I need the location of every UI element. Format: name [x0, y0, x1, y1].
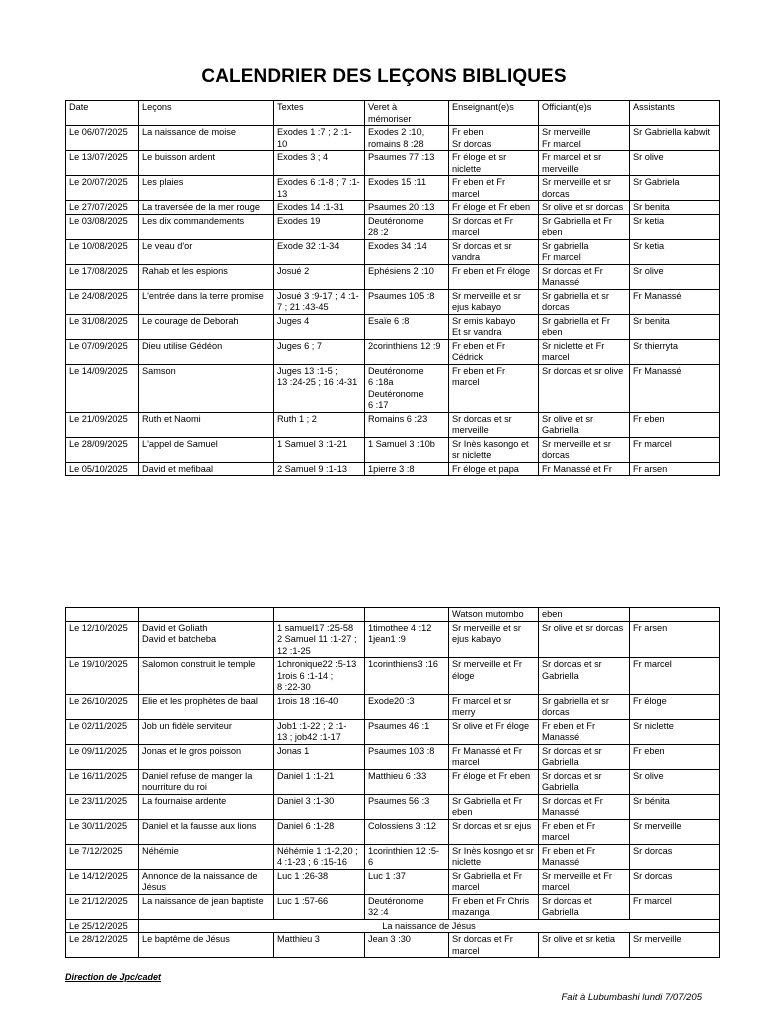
table-cell: Fr marcel et sr merry	[449, 694, 539, 719]
table-cell: 1 Samuel 3 :10b	[365, 437, 449, 462]
table-cell: Le 09/11/2025	[66, 744, 139, 769]
table-cell: 1corinthien 12 :5- 6	[365, 844, 449, 869]
table-cell: Job1 :1-22 ; 2 :1- 13 ; job42 :1-17	[274, 719, 365, 744]
table-cell: Sr olive et sr dorcas	[539, 621, 630, 658]
table-cell: Ruth et Naomi	[139, 412, 274, 437]
table-cell: Exodes 1 :7 ; 2 :1- 10	[274, 126, 365, 151]
table-cell: Sr gabriella Fr marcel	[539, 239, 630, 264]
table-cell: Sr niclette et Fr marcel	[539, 339, 630, 364]
table-cell: Sr dorcas et Fr marcel	[449, 214, 539, 239]
table-cell: 1 Samuel 3 :1-21	[274, 437, 365, 462]
table-cell: Sr merveille et sr dorcas	[539, 176, 630, 201]
table-cell: Le 21/12/2025	[66, 894, 139, 919]
table-cell: Sr olive	[630, 264, 720, 289]
table-cell: Le 30/11/2025	[66, 819, 139, 844]
table-cell: Sr thierryta	[630, 339, 720, 364]
table-row	[66, 412, 720, 437]
table-cell: 1timothee 4 :12 1jean1 :9	[365, 621, 449, 658]
table-cell: Le 16/11/2025	[66, 769, 139, 794]
table-row	[66, 176, 720, 201]
table-cell: Fr eben et Fr Chris mazanga	[449, 894, 539, 919]
table-cell: Le 25/12/2025	[66, 919, 139, 933]
table-cell: Sr olive et sr ketia	[539, 933, 630, 958]
lessons-table-page-2	[65, 607, 720, 958]
table-cell: La naissance de moise	[139, 126, 274, 151]
table-cell: Sr Inès kosngo et sr niclette	[449, 844, 539, 869]
table-cell: Date	[66, 101, 139, 126]
table-cell: Psaumes 56 :3	[365, 794, 449, 819]
table-row	[66, 769, 720, 794]
table-cell: Exodes 34 :14	[365, 239, 449, 264]
table-cell: Leçons	[139, 101, 274, 126]
table-cell: Watson mutombo	[449, 608, 539, 622]
table-cell: Le 20/07/2025	[66, 176, 139, 201]
table-cell: Sr olive et Fr éloge	[449, 719, 539, 744]
table-cell: Le courage de Deborah	[139, 314, 274, 339]
table-cell: Sr dorcas et sr Gabriella	[539, 658, 630, 695]
table-cell: Fr éloge	[630, 694, 720, 719]
table-cell: Sr niclette	[630, 719, 720, 744]
table-cell: Fr éloge et sr niclette	[449, 151, 539, 176]
table-cell: Elie et les prophètes de baal	[139, 694, 274, 719]
table-cell: Matthieu 3	[274, 933, 365, 958]
table-row-special	[66, 919, 720, 933]
table-cell: Les plaies	[139, 176, 274, 201]
table-cell: Exodes 3 ; 4	[274, 151, 365, 176]
table-cell: Fr marcel	[630, 437, 720, 462]
table-cell: La traversée de la mer rouge	[139, 201, 274, 215]
table-cell: Daniel 6 :1-28	[274, 819, 365, 844]
table-cell: Sr merveille et Fr marcel	[539, 869, 630, 894]
table-cell: Néhémie	[139, 844, 274, 869]
table-cell: Ephésiens 2 :10	[365, 264, 449, 289]
table-cell: 1rois 18 :16-40	[274, 694, 365, 719]
table-cell: Sr dorcas et sr ejus	[449, 819, 539, 844]
table-row	[66, 339, 720, 364]
table-row	[66, 264, 720, 289]
table-row	[66, 437, 720, 462]
table-cell: Sr merveille	[630, 819, 720, 844]
table-cell: Le 28/12/2025	[66, 933, 139, 958]
table-row	[66, 201, 720, 215]
table-cell: Fr eben et Fr marcel	[539, 819, 630, 844]
table-cell: Job un fidèle serviteur	[139, 719, 274, 744]
table-cell: Sr dorcas et sr Gabriella	[539, 744, 630, 769]
table-cell: Fr eben et Fr marcel	[449, 364, 539, 412]
table-cell	[139, 608, 274, 622]
table-cell: Sr merveille et sr ejus kabayo	[449, 621, 539, 658]
table-cell: Josué 2	[274, 264, 365, 289]
table-cell: Fr Manassé	[630, 289, 720, 314]
page-title: CALENDRIER DES LEÇONS BIBLIQUES	[201, 66, 567, 87]
table-cell: Sr dorcas et sr olive	[539, 364, 630, 412]
table-cell: Psaumes 77 :13	[365, 151, 449, 176]
table-cell: 2 Samuel 9 :1-13	[274, 462, 365, 476]
table-cell: Le baptême de Jésus	[139, 933, 274, 958]
table-row	[66, 239, 720, 264]
table-row	[66, 462, 720, 476]
table-cell: Deutéronome 6 :18a Deutéronome 6 :17	[365, 364, 449, 412]
table-cell: Colossiens 3 :12	[365, 819, 449, 844]
table-cell: Psaumes 20 :13	[365, 201, 449, 215]
table-cell: Le 31/08/2025	[66, 314, 139, 339]
table-cell: Sr Gabriella et Fr eben	[449, 794, 539, 819]
table-cell: Jonas et le gros poisson	[139, 744, 274, 769]
table-cell: Sr gabriella et sr dorcas	[539, 289, 630, 314]
table-cell: Jean 3 :30	[365, 933, 449, 958]
table-cell	[365, 608, 449, 622]
table-cell: Sr benita	[630, 314, 720, 339]
table-cell: Le 10/08/2025	[66, 239, 139, 264]
table-row	[66, 844, 720, 869]
table-cell: Matthieu 6 :33	[365, 769, 449, 794]
footer-signature: Fait à Lubumbashi lundi 7/07/205	[561, 992, 702, 1003]
table-cell: David et Goliath David et batcheba	[139, 621, 274, 658]
table-cell: Le 02/11/2025	[66, 719, 139, 744]
table-cell: Daniel et la fausse aux lions	[139, 819, 274, 844]
table-cell: Le 06/07/2025	[66, 126, 139, 151]
table-cell: Le 26/10/2025	[66, 694, 139, 719]
table-cell: Jonas 1	[274, 744, 365, 769]
table-cell: Fr marcel	[630, 658, 720, 695]
table-cell: Sr Gabriella kabwit	[630, 126, 720, 151]
table-cell: eben	[539, 608, 630, 622]
table-cell: Le 13/07/2025	[66, 151, 139, 176]
table-cell: La fournaise ardente	[139, 794, 274, 819]
table-cell: Le veau d'or	[139, 239, 274, 264]
table-cell: Le 14/12/2025	[66, 869, 139, 894]
table-cell: Exodes 6 :1-8 ; 7 :1- 13	[274, 176, 365, 201]
table-cell: Exodes 19	[274, 214, 365, 239]
table-cell: Psaumes 46 :1	[365, 719, 449, 744]
table-cell: Fr eben Sr dorcas	[449, 126, 539, 151]
table-cell: Sr dorcas et Fr Manassé	[539, 794, 630, 819]
table-row	[66, 621, 720, 658]
table-row	[66, 364, 720, 412]
table-cell: Le 28/09/2025	[66, 437, 139, 462]
table-cell: Josué 3 :9-17 ; 4 :1- 7 ; 21 :43-45	[274, 289, 365, 314]
table-cell: L'appel de Samuel	[139, 437, 274, 462]
table-cell: Luc 1 :57-66	[274, 894, 365, 919]
table-cell: Néhémie 1 :1-2,20 ; 4 :1-23 ; 6 :15-16	[274, 844, 365, 869]
table-cell: Sr Inès kasongo et sr niclette	[449, 437, 539, 462]
table-cell: 2corinthiens 12 :9	[365, 339, 449, 364]
table-row	[66, 869, 720, 894]
table-cell: Salomon construit le temple	[139, 658, 274, 695]
table-cell: Fr eben et Fr Cédrick	[449, 339, 539, 364]
table-cell: Fr eben et Fr Manassé	[539, 719, 630, 744]
table-cell: Fr eben	[630, 412, 720, 437]
table-cell: Sr dorcas et sr Gabriella	[539, 769, 630, 794]
table-cell: Luc 1 :37	[365, 869, 449, 894]
table-row	[66, 744, 720, 769]
table-cell: Sr Gabriella et Fr eben	[539, 214, 630, 239]
table-cell: Veret à mémoriser	[365, 101, 449, 126]
table-cell: L'entrée dans la terre promise	[139, 289, 274, 314]
table-row	[66, 214, 720, 239]
table-cell: Exode 32 :1-34	[274, 239, 365, 264]
table-cell: Les dix commandements	[139, 214, 274, 239]
table-cell: Romains 6 :23	[365, 412, 449, 437]
table-cell: Rahab et les espions	[139, 264, 274, 289]
table-cell: Sr olive	[630, 769, 720, 794]
table-cell: La naissance de jean baptiste	[139, 894, 274, 919]
table-cell: Exodes 15 :11	[365, 176, 449, 201]
table-cell: Fr eben	[630, 744, 720, 769]
table-cell: Assistants	[630, 101, 720, 126]
table-cell: Sr dorcas et Fr marcel	[449, 933, 539, 958]
table-cell: Fr eben et Fr marcel	[449, 176, 539, 201]
table-cell: Sr dorcas et sr vandra	[449, 239, 539, 264]
table-cell: Luc 1 :26-38	[274, 869, 365, 894]
table-cell: Le 14/09/2025	[66, 364, 139, 412]
lessons-table-page-1	[65, 100, 720, 476]
table-cell: Le 07/09/2025	[66, 339, 139, 364]
table-cell: Samson	[139, 364, 274, 412]
table-continuation-row	[66, 608, 720, 622]
table-cell: Exode20 :3	[365, 694, 449, 719]
table-cell: Sr dorcas et Gabriella	[539, 894, 630, 919]
table-cell: Exodes 2 :10, romains 8 :28	[365, 126, 449, 151]
table-cell: Le 24/08/2025	[66, 289, 139, 314]
table-header-row	[66, 101, 720, 126]
table-cell: Textes	[274, 101, 365, 126]
table-cell: Sr dorcas	[630, 869, 720, 894]
table-cell: Psaumes 105 :8	[365, 289, 449, 314]
table-cell: Juges 6 ; 7	[274, 339, 365, 364]
table-row	[66, 719, 720, 744]
table-cell: Fr Manassé et Fr	[539, 462, 630, 476]
table-cell: Sr bénita	[630, 794, 720, 819]
table-cell: Sr emis kabayo Et sr vandra	[449, 314, 539, 339]
table-cell: Juges 4	[274, 314, 365, 339]
table-cell: Fr Manassé et Fr marcel	[449, 744, 539, 769]
table-row	[66, 151, 720, 176]
table-cell: 1pierre 3 :8	[365, 462, 449, 476]
table-cell: Fr marcel et sr merveille	[539, 151, 630, 176]
table-cell: Exodes 14 :1-31	[274, 201, 365, 215]
table-cell: Le 05/10/2025	[66, 462, 139, 476]
table-row	[66, 794, 720, 819]
table-cell: Fr éloge et papa	[449, 462, 539, 476]
table-cell: Fr arsen	[630, 462, 720, 476]
table-cell: Fr marcel	[630, 894, 720, 919]
table-cell: Dieu utilise Gédéon	[139, 339, 274, 364]
table-cell: David et mefibaal	[139, 462, 274, 476]
table-cell: Fr arsen	[630, 621, 720, 658]
table-cell: Sr gabriella et sr dorcas	[539, 694, 630, 719]
table-row	[66, 694, 720, 719]
table-cell: Sr merveille	[630, 933, 720, 958]
table-cell: Daniel 3 :1-30	[274, 794, 365, 819]
table-cell: 1 samuel17 :25-58 2 Samuel 11 :1-27 ; 12 :1-25	[274, 621, 365, 658]
table-row	[66, 126, 720, 151]
table-cell: Annonce de la naissance de Jésus	[139, 869, 274, 894]
table-row	[66, 314, 720, 339]
table-cell: Le 23/11/2025	[66, 794, 139, 819]
table-cell: Sr merveille et sr dorcas	[539, 437, 630, 462]
table-row	[66, 819, 720, 844]
table-cell: Ruth 1 ; 2	[274, 412, 365, 437]
table-row	[66, 933, 720, 958]
table-cell: Sr Gabriella et Fr marcel	[449, 869, 539, 894]
table-cell: Fr eben et Fr éloge	[449, 264, 539, 289]
table-cell: Le 03/08/2025	[66, 214, 139, 239]
table-cell: Sr olive	[630, 151, 720, 176]
special-note-cell: La naissance de Jésus	[139, 919, 720, 933]
table-cell: Deutéronome 32 :4	[365, 894, 449, 919]
table-cell: Officiant(e)s	[539, 101, 630, 126]
table-cell: 1corinthiens3 :16	[365, 658, 449, 695]
table-row	[66, 289, 720, 314]
table-cell: Daniel refuse de manger la nourriture du roi	[139, 769, 274, 794]
table-cell: Le 27/07/2025	[66, 201, 139, 215]
table-cell: Sr dorcas	[630, 844, 720, 869]
table-cell: Le 7/12/2025	[66, 844, 139, 869]
table-cell: Sr merveille et sr ejus kabayo	[449, 289, 539, 314]
table-cell	[630, 608, 720, 622]
table-cell: Deutéronome 28 :2	[365, 214, 449, 239]
table-cell: Le 21/09/2025	[66, 412, 139, 437]
table-cell: Sr olive et sr Gabriella	[539, 412, 630, 437]
table-cell: Fr Manassé	[630, 364, 720, 412]
table-cell: Sr ketia	[630, 214, 720, 239]
table-cell: Sr gabriella et Fr eben	[539, 314, 630, 339]
table-cell: Le buisson ardent	[139, 151, 274, 176]
table-cell: Juges 13 :1-5 ; 13 :24-25 ; 16 :4-31	[274, 364, 365, 412]
table-cell: Le 19/10/2025	[66, 658, 139, 695]
footer-direction: Direction de Jpc/cadet	[65, 972, 162, 982]
table-row	[66, 894, 720, 919]
table-cell: Sr ketia	[630, 239, 720, 264]
table-cell: Sr olive et sr dorcas	[539, 201, 630, 215]
table-cell: Esaïe 6 :8	[365, 314, 449, 339]
table-cell: Fr éloge et Fr eben	[449, 201, 539, 215]
table-cell: Enseignant(e)s	[449, 101, 539, 126]
table-cell: Le 17/08/2025	[66, 264, 139, 289]
table-cell: Le 12/10/2025	[66, 621, 139, 658]
table-cell	[274, 608, 365, 622]
table-cell: Sr benita	[630, 201, 720, 215]
table-cell: Psaumes 103 :8	[365, 744, 449, 769]
table-cell: Sr merveille et Fr éloge	[449, 658, 539, 695]
table-cell	[66, 608, 139, 622]
table-cell: 1chronique22 :5-13 1rois 6 :1-14 ; 8 :22-30	[274, 658, 365, 695]
table-cell: Sr dorcas et sr merveille	[449, 412, 539, 437]
table-cell: Sr dorcas et Fr Manassé	[539, 264, 630, 289]
table-cell: Fr eben et Fr Manassé	[539, 844, 630, 869]
table-cell: Sr merveille Fr marcel	[539, 126, 630, 151]
table-cell: Sr Gabriela	[630, 176, 720, 201]
table-row	[66, 658, 720, 695]
table-cell: Daniel 1 :1-21	[274, 769, 365, 794]
table-cell: Fr éloge et Fr eben	[449, 769, 539, 794]
